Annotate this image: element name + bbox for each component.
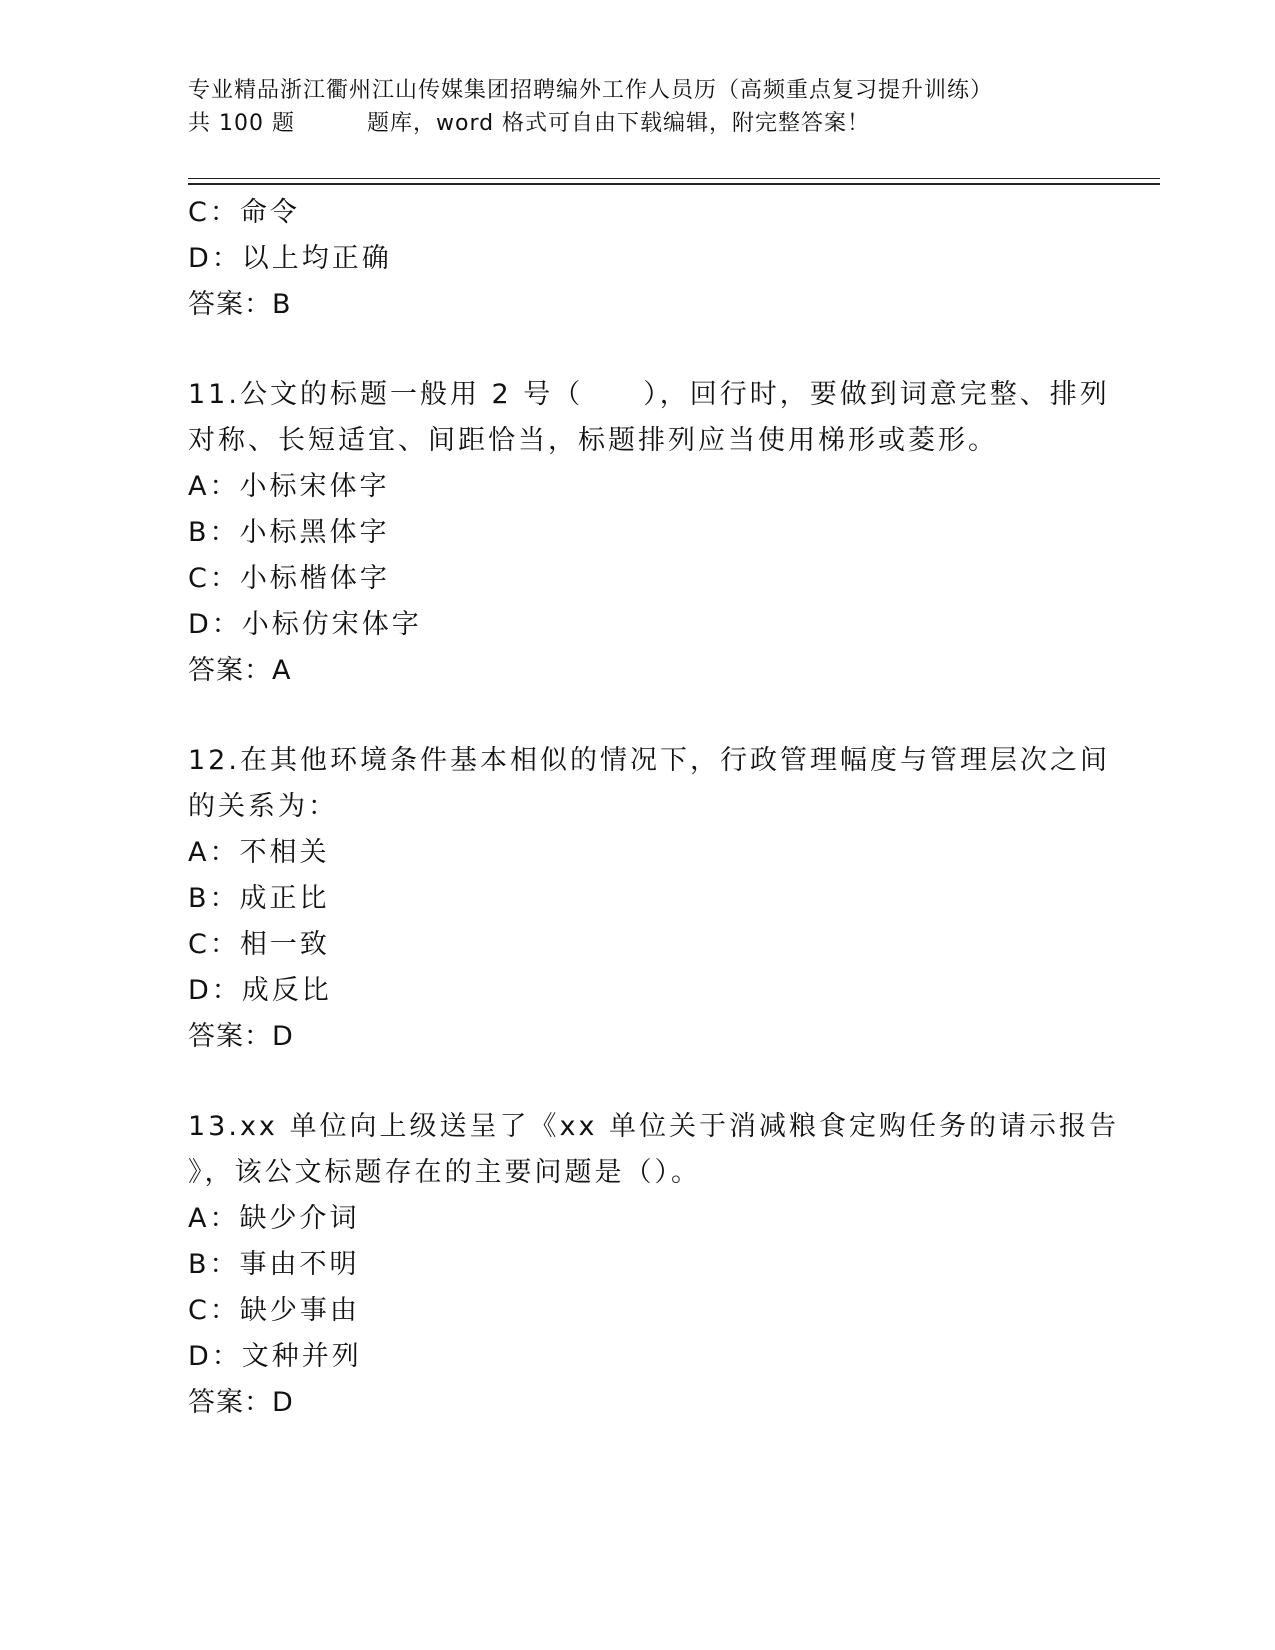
header-description: 题库，word 格式可自由下载编辑，附完整答案！	[366, 111, 871, 136]
option-b: B：小标黑体字	[188, 517, 390, 548]
question-stem-line1: 11.公文的标题一般用 2 号（ ），回行时，要做到词意完整、排列	[188, 379, 1110, 410]
option-c: C：命令	[188, 197, 300, 228]
question-block-12	[188, 738, 1110, 1060]
page-header	[188, 74, 1088, 140]
question-stem-line1: 13.xx 单位向上级送呈了《xx 单位关于消减粮食定购任务的请示报告	[188, 1111, 1120, 1142]
option-c: C：小标楷体字	[188, 563, 390, 594]
option-a: A：小标宋体字	[188, 471, 390, 502]
option-c: C：缺少事由	[188, 1295, 360, 1326]
option-b: B：成正比	[188, 883, 330, 914]
option-b: B：事由不明	[188, 1249, 360, 1280]
option-a: A：缺少介词	[188, 1203, 360, 1234]
option-d: D：成反比	[188, 975, 332, 1006]
answer-line: 答案：D	[188, 1021, 294, 1052]
question-stem-line2: 的关系为：	[188, 791, 338, 822]
answer-line: 答案：A	[188, 655, 292, 686]
question-block-13	[188, 1104, 1120, 1426]
question-block-10	[188, 190, 1088, 328]
question-block-11	[188, 372, 1110, 694]
question-list	[188, 190, 1120, 1426]
header-question-count: 共 100 题	[188, 111, 295, 136]
option-c: C：相一致	[188, 929, 330, 960]
question-stem-line1: 12.在其他环境条件基本相似的情况下，行政管理幅度与管理层次之间	[188, 745, 1110, 776]
option-d: D：以上均正确	[188, 243, 392, 274]
question-stem-line2: 对称、长短适宜、间距恰当，标题排列应当使用梯形或菱形。	[188, 425, 998, 456]
answer-line: 答案：D	[188, 1387, 294, 1418]
option-d: D：小标仿宋体字	[188, 609, 422, 640]
question-stem-line2: 》，该公文标题存在的主要问题是（）。	[188, 1157, 701, 1188]
header-title-line2	[188, 107, 1088, 140]
option-d: D：文种并列	[188, 1341, 362, 1372]
header-title-line1: 专业精品浙江衢州江山传媒集团招聘编外工作人员历（高频重点复习提升训练）	[188, 78, 994, 103]
option-a: A：不相关	[188, 837, 330, 868]
header-divider-thick	[188, 183, 1160, 185]
answer-line: 答案：B	[188, 289, 292, 320]
header-divider-thin	[188, 178, 1160, 179]
